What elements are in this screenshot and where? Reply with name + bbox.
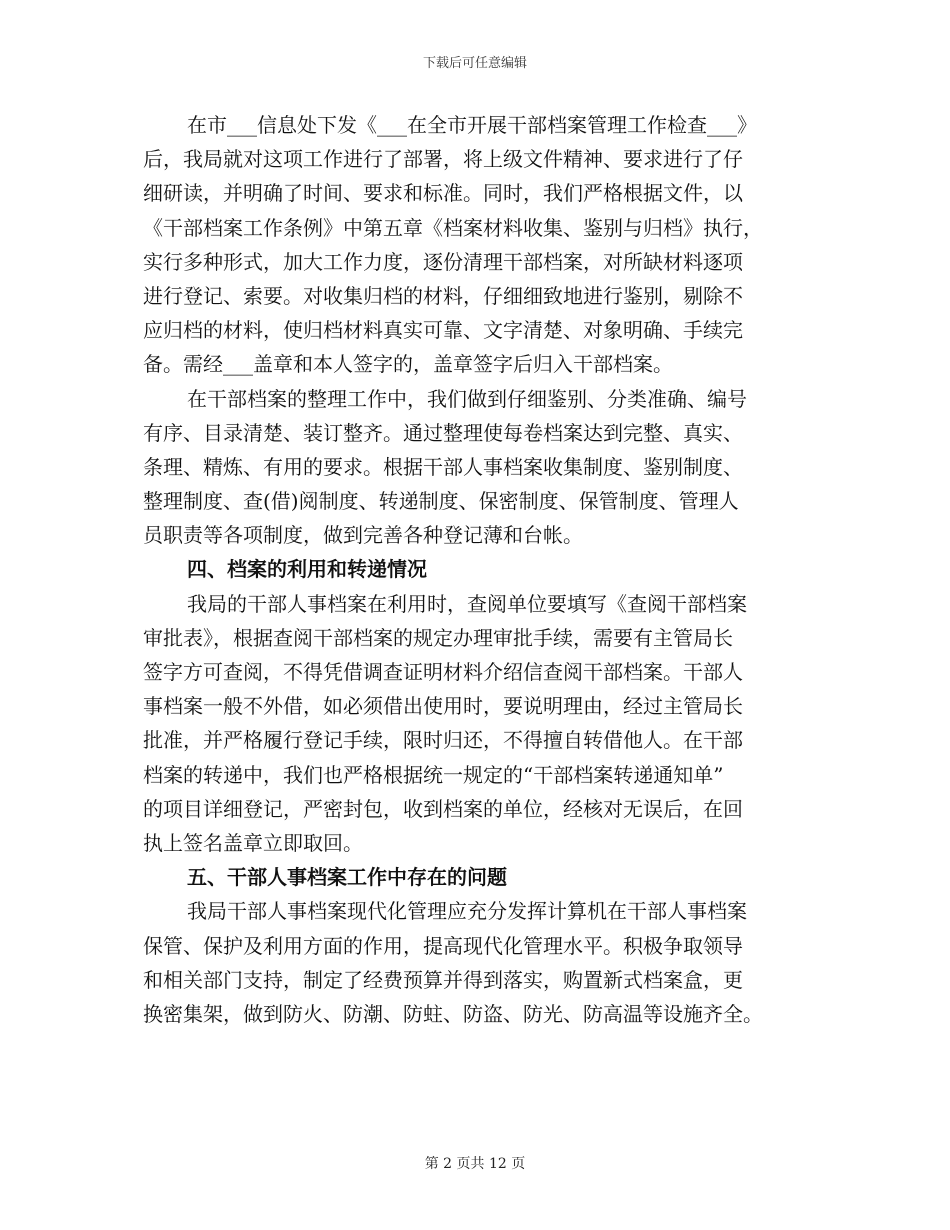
text-line: 员职责等各项制度，做到完善各种登记薄和台帐。 (143, 523, 583, 548)
text-line: 事档案一般不外借，如必须借出使用时，要说明理由，经过主管局长 (143, 694, 743, 719)
text-line: 在干部档案的整理工作中，我们做到仔细鉴别、分类准确、编号 (187, 386, 747, 411)
section-heading: 五、干部人事档案工作中存在的问题 (187, 865, 507, 890)
page-footer: 第 2 页共 12 页 (424, 1156, 526, 1172)
text-line: 实行多种形式，加大工作力度，逐份清理干部档案，对所缺材料逐项 (143, 249, 743, 274)
document-body (143, 108, 803, 1031)
text-line: 条理、精炼、有用的要求。根据干部人事档案收集制度、鉴别制度、 (143, 454, 743, 479)
text-line: 后，我局就对这项工作进行了部署，将上级文件精神、要求进行了仔 (143, 147, 743, 172)
text-line: 的项目详细登记，严密封包，收到档案的单位，经核对无误后，在回 (143, 796, 743, 821)
text-line: 应归档的材料，使归档材料真实可靠、文字清楚、对象明确、手续完 (143, 318, 743, 343)
text-line: 《干部档案工作条例》中第五章《档案材料收集、鉴别与归档》执行， (143, 215, 763, 240)
text-line: 有序、目录清楚、装订整齐。通过整理使每卷档案达到完整、真实、 (143, 420, 743, 445)
text-line: 换密集架，做到防火、防潮、防蛀、防盗、防光、防高温等设施齐全。 (143, 1001, 763, 1026)
text-line: 我局干部人事档案现代化管理应充分发挥计算机在干部人事档案 (187, 899, 747, 924)
text-line: 细研读，并明确了时间、要求和标准。同时，我们严格根据文件，以 (143, 181, 743, 206)
text-line: 审批表》，根据查阅干部档案的规定办理审批手续，需要有主管局长 (143, 625, 733, 650)
text-line: 整理制度、查(借)阅制度、转递制度、保密制度、保管制度、管理人 (143, 489, 739, 514)
text-line: 档案的转递中，我们也严格根据统一规定的“干部档案转递通知单” (143, 762, 724, 787)
page-header: 下载后可任意编辑 (422, 56, 527, 71)
section-heading: 四、档案的利用和转递情况 (187, 557, 427, 582)
text-line: 我局的干部人事档案在利用时，查阅单位要填写《查阅干部档案 (187, 591, 747, 616)
text-line: 进行登记、索要。对收集归档的材料，仔细细致地进行鉴别，剔除不 (143, 283, 743, 308)
text-line: 保管、保护及利用方面的作用，提高现代化管理水平。积极争取领导 (143, 933, 743, 958)
text-line: 备。需经___盖章和本人签字的，盖章签字后归入干部档案。 (143, 352, 673, 377)
text-line: 在市___信息处下发《___在全市开展干部档案管理工作检查___》 (187, 113, 757, 137)
text-line: 批准，并严格履行登记手续，限时归还，不得擅自转借他人。在干部 (143, 728, 743, 753)
text-line: 执上签名盖章立即取回。 (143, 830, 363, 855)
text-line: 签字方可查阅，不得凭借调查证明材料介绍信查阅干部档案。干部人 (143, 660, 743, 684)
text-line: 和相关部门支持，制定了经费预算并得到落实，购置新式档案盒，更 (143, 967, 743, 992)
